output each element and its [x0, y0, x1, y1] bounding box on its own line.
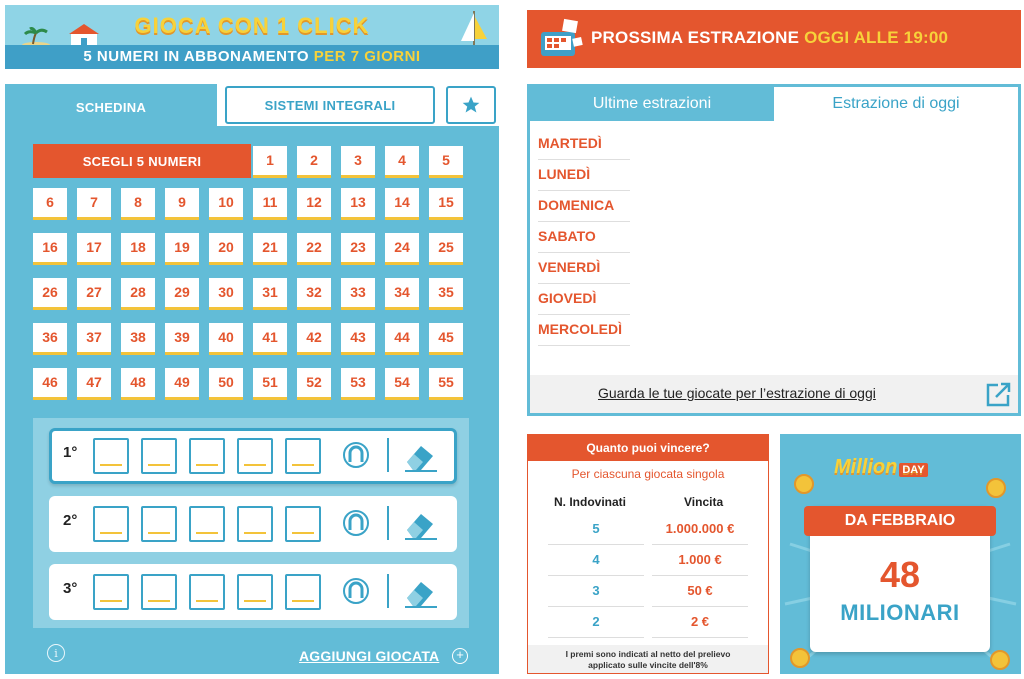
number-cell[interactable] [253, 368, 287, 400]
next-draw-text [591, 28, 948, 48]
number-cell-label: 43 [350, 328, 366, 345]
next-draw-time: OGGI ALLE 19:00 [804, 28, 949, 47]
prize-matches: 2 [548, 608, 644, 638]
tab-last-draws[interactable]: Ultime estrazioni [530, 87, 774, 121]
number-cell[interactable] [209, 278, 243, 310]
number-cell[interactable] [385, 188, 419, 220]
promo-banner[interactable] [5, 5, 499, 69]
number-cell[interactable] [209, 368, 243, 400]
tab-schedina[interactable]: SCHEDINA [5, 84, 217, 130]
prize-note-line2: applicato sulle vincite dell'8% [588, 660, 708, 670]
tabs-divider [217, 126, 499, 130]
banner-subtitle [5, 45, 499, 69]
number-cell-label: 5 [442, 151, 450, 168]
number-cell[interactable] [385, 233, 419, 265]
number-cell[interactable] [121, 278, 155, 310]
choose-numbers-label: SCEGLI 5 NUMERI [33, 144, 251, 178]
banner-title: GIOCA CON 1 CLICK [134, 13, 370, 38]
tab-favorites[interactable] [446, 86, 496, 124]
number-cell[interactable] [429, 233, 463, 265]
number-slot[interactable] [141, 438, 177, 474]
number-cell[interactable] [385, 278, 419, 310]
banner-subtitle-highlight: PER 7 GIORNI [313, 48, 421, 65]
number-cell[interactable] [385, 146, 419, 178]
number-cell[interactable] [121, 368, 155, 400]
number-cell-label: 3 [354, 151, 362, 168]
number-slot[interactable] [237, 506, 273, 542]
million-day-logo-text: Million [834, 456, 898, 478]
number-cell[interactable] [341, 146, 375, 178]
number-cell-label: 23 [350, 238, 366, 255]
draw-day-item[interactable]: VENERDÌ [538, 253, 630, 284]
info-icon[interactable]: i [47, 644, 65, 662]
play-panel [5, 84, 499, 674]
number-cell-label: 55 [438, 373, 454, 390]
number-cell-label: 54 [394, 373, 410, 390]
number-cell-label: 17 [86, 238, 102, 255]
number-slot[interactable] [93, 574, 129, 610]
number-cell-label: 49 [174, 373, 190, 390]
number-cell[interactable] [77, 323, 111, 355]
number-cell[interactable] [253, 188, 287, 220]
coin-icon [990, 650, 1010, 670]
number-slot[interactable] [285, 574, 321, 610]
number-cell[interactable] [253, 278, 287, 310]
draw-day-item[interactable]: GIOVEDÌ [538, 284, 630, 315]
number-cell-label: 45 [438, 328, 454, 345]
number-slot[interactable] [237, 574, 273, 610]
number-cell-label: 14 [394, 193, 410, 210]
row-separator [387, 438, 389, 472]
number-cell-label: 21 [262, 238, 278, 255]
number-cell[interactable] [77, 188, 111, 220]
number-cell-label: 42 [306, 328, 322, 345]
draw-day-item[interactable]: LUNEDÌ [538, 160, 630, 191]
plus-circle-icon[interactable]: + [452, 648, 468, 664]
play-row-index: 1° [63, 444, 78, 461]
number-cell[interactable] [77, 368, 111, 400]
number-cell-label: 10 [218, 193, 234, 210]
tab-sistemi-integrali[interactable]: SISTEMI INTEGRALI [225, 86, 435, 124]
million-day-band: DA FEBBRAIO [804, 506, 996, 536]
coin-icon [794, 474, 814, 494]
number-slot[interactable] [189, 506, 225, 542]
million-day-logo [834, 456, 928, 479]
number-cell-label: 34 [394, 283, 410, 300]
number-cell-label: 38 [130, 328, 146, 345]
draw-day-item[interactable]: DOMENICA [538, 191, 630, 222]
number-cell[interactable] [209, 233, 243, 265]
number-slot[interactable] [93, 438, 129, 474]
number-cell-label: 40 [218, 328, 234, 345]
number-cell[interactable] [33, 368, 67, 400]
tab-today-draw[interactable]: Estrazione di oggi [832, 95, 960, 112]
number-slot[interactable] [141, 506, 177, 542]
number-cell-label: 8 [134, 193, 142, 210]
number-cell-label: 50 [218, 373, 234, 390]
number-cell-label: 24 [394, 238, 410, 255]
play-row[interactable] [49, 496, 457, 552]
number-cell-label: 11 [262, 193, 278, 210]
number-cell-label: 22 [306, 238, 322, 255]
number-cell[interactable] [33, 323, 67, 355]
coin-icon [790, 648, 810, 668]
number-cell[interactable] [297, 146, 331, 178]
number-cell-label: 13 [350, 193, 366, 210]
number-cell-label: 30 [218, 283, 234, 300]
number-cell[interactable] [165, 278, 199, 310]
row-separator [387, 574, 389, 608]
draws-footer [530, 375, 1018, 413]
row-separator [387, 506, 389, 540]
number-slot[interactable] [93, 506, 129, 542]
play-row-index: 3° [63, 580, 78, 597]
number-cell-label: 20 [218, 238, 234, 255]
number-cell-label: 35 [438, 283, 454, 300]
draw-day-item[interactable]: SABATO [538, 222, 630, 253]
play-row-index: 2° [63, 512, 78, 529]
number-cell-label: 51 [262, 373, 278, 390]
number-cell[interactable] [165, 188, 199, 220]
draw-day-item[interactable]: MERCOLEDÌ [538, 315, 630, 346]
add-play-link[interactable]: AGGIUNGI GIOCATA [299, 648, 440, 664]
number-slot[interactable] [189, 438, 225, 474]
number-cell[interactable] [429, 278, 463, 310]
number-cell[interactable] [209, 188, 243, 220]
million-day-label: MILIONARI [840, 600, 960, 625]
number-cell-label: 1 [266, 151, 274, 168]
prize-matches: 3 [548, 577, 644, 607]
number-cell[interactable] [297, 323, 331, 355]
number-cell-label: 12 [306, 193, 322, 210]
number-cell[interactable] [165, 233, 199, 265]
col-matches-header: N. Indovinati [554, 495, 626, 509]
eraser-icon[interactable] [403, 438, 439, 472]
prize-table [527, 434, 769, 674]
number-cell[interactable] [297, 278, 331, 310]
number-cell-label: 2 [310, 151, 318, 168]
number-cell-label: 36 [42, 328, 58, 345]
number-cell-label: 31 [262, 283, 278, 300]
million-day-promo[interactable] [780, 434, 1021, 674]
star-icon [461, 95, 481, 115]
number-cell[interactable] [341, 233, 375, 265]
number-cell[interactable] [341, 278, 375, 310]
number-cell[interactable] [385, 323, 419, 355]
number-cell[interactable] [253, 146, 287, 178]
number-cell-label: 25 [438, 238, 454, 255]
prize-amount: 1.000.000 € [652, 515, 748, 545]
number-cell-label: 18 [130, 238, 146, 255]
number-cell-label: 39 [174, 328, 190, 345]
number-slot[interactable] [141, 574, 177, 610]
prize-note [528, 645, 768, 673]
prize-matches: 5 [548, 515, 644, 545]
draw-day-item[interactable]: MARTEDÌ [538, 129, 630, 160]
number-cell[interactable] [385, 368, 419, 400]
number-cell-label: 15 [438, 193, 454, 210]
prize-matches: 4 [548, 546, 644, 576]
number-cell[interactable] [165, 323, 199, 355]
next-draw-banner [527, 10, 1021, 68]
number-cell[interactable] [209, 323, 243, 355]
number-cell-label: 19 [174, 238, 190, 255]
number-cell-label: 9 [178, 193, 186, 210]
number-cell-label: 16 [42, 238, 58, 255]
number-cell-label: 26 [42, 283, 58, 300]
play-row[interactable] [49, 428, 457, 484]
horseshoe-icon[interactable] [341, 440, 371, 470]
eraser-icon[interactable] [403, 574, 439, 608]
number-slot[interactable] [189, 574, 225, 610]
number-cell[interactable] [77, 278, 111, 310]
horseshoe-icon[interactable] [341, 576, 371, 606]
number-cell[interactable] [165, 368, 199, 400]
number-cell-label: 41 [262, 328, 278, 345]
number-cell[interactable] [253, 323, 287, 355]
number-cell[interactable] [297, 188, 331, 220]
million-day-count: 48 [879, 554, 921, 595]
million-day-logo-day: DAY [899, 463, 927, 477]
prize-amount: 2 € [652, 608, 748, 638]
view-my-plays-link[interactable]: Guarda le tue giocate per l’estrazione di oggi [598, 385, 876, 401]
number-cell[interactable] [121, 188, 155, 220]
lottery-ticket-icon [537, 18, 585, 60]
number-cell[interactable] [429, 368, 463, 400]
number-cell-label: 6 [46, 193, 54, 210]
prize-subtitle: Per ciascuna giocata singola [571, 467, 725, 481]
number-cell-label: 46 [42, 373, 58, 390]
number-cell[interactable] [429, 323, 463, 355]
prize-note-line1: I premi sono indicati al netto del prelievo [565, 649, 731, 659]
number-cell-label: 48 [130, 373, 146, 390]
number-cell[interactable] [121, 323, 155, 355]
number-cell-label: 47 [86, 373, 102, 390]
eraser-icon[interactable] [403, 506, 439, 540]
number-cell[interactable] [297, 233, 331, 265]
number-cell[interactable] [33, 278, 67, 310]
number-cell[interactable] [341, 323, 375, 355]
col-win-header: Vincita [684, 495, 724, 509]
draws-panel [527, 84, 1021, 416]
million-day-card [810, 506, 990, 652]
number-cell-label: 53 [350, 373, 366, 390]
number-cell-label: 37 [86, 328, 102, 345]
number-cell-label: 7 [90, 193, 98, 210]
number-cell-label: 27 [86, 283, 102, 300]
next-draw-label: PROSSIMA ESTRAZIONE [591, 28, 800, 47]
number-slot[interactable] [285, 438, 321, 474]
number-cell[interactable] [341, 188, 375, 220]
external-link-icon[interactable] [986, 381, 1012, 407]
number-cell[interactable] [429, 188, 463, 220]
play-row[interactable] [49, 564, 457, 620]
number-cell[interactable] [253, 233, 287, 265]
horseshoe-icon[interactable] [341, 508, 371, 538]
number-cell-label: 33 [350, 283, 366, 300]
number-cell-label: 28 [130, 283, 146, 300]
number-cell[interactable] [121, 233, 155, 265]
number-cell[interactable] [77, 233, 111, 265]
number-cell-label: 32 [306, 283, 322, 300]
prize-amount: 1.000 € [652, 546, 748, 576]
prize-title: Quanto puoi vincere? [528, 435, 768, 461]
number-cell[interactable] [297, 368, 331, 400]
number-cell-label: 29 [174, 283, 190, 300]
number-cell-label: 52 [306, 373, 322, 390]
number-cell[interactable] [429, 146, 463, 178]
coin-icon [986, 478, 1006, 498]
number-slot[interactable] [285, 506, 321, 542]
play-rows [33, 418, 469, 628]
banner-subtitle-main: 5 NUMERI IN ABBONAMENTO [83, 48, 310, 65]
number-cell[interactable] [33, 188, 67, 220]
number-cell[interactable] [33, 233, 67, 265]
number-cell[interactable] [341, 368, 375, 400]
prize-amount: 50 € [652, 577, 748, 607]
number-cell-label: 44 [394, 328, 410, 345]
number-slot[interactable] [237, 438, 273, 474]
number-cell-label: 4 [398, 151, 406, 168]
